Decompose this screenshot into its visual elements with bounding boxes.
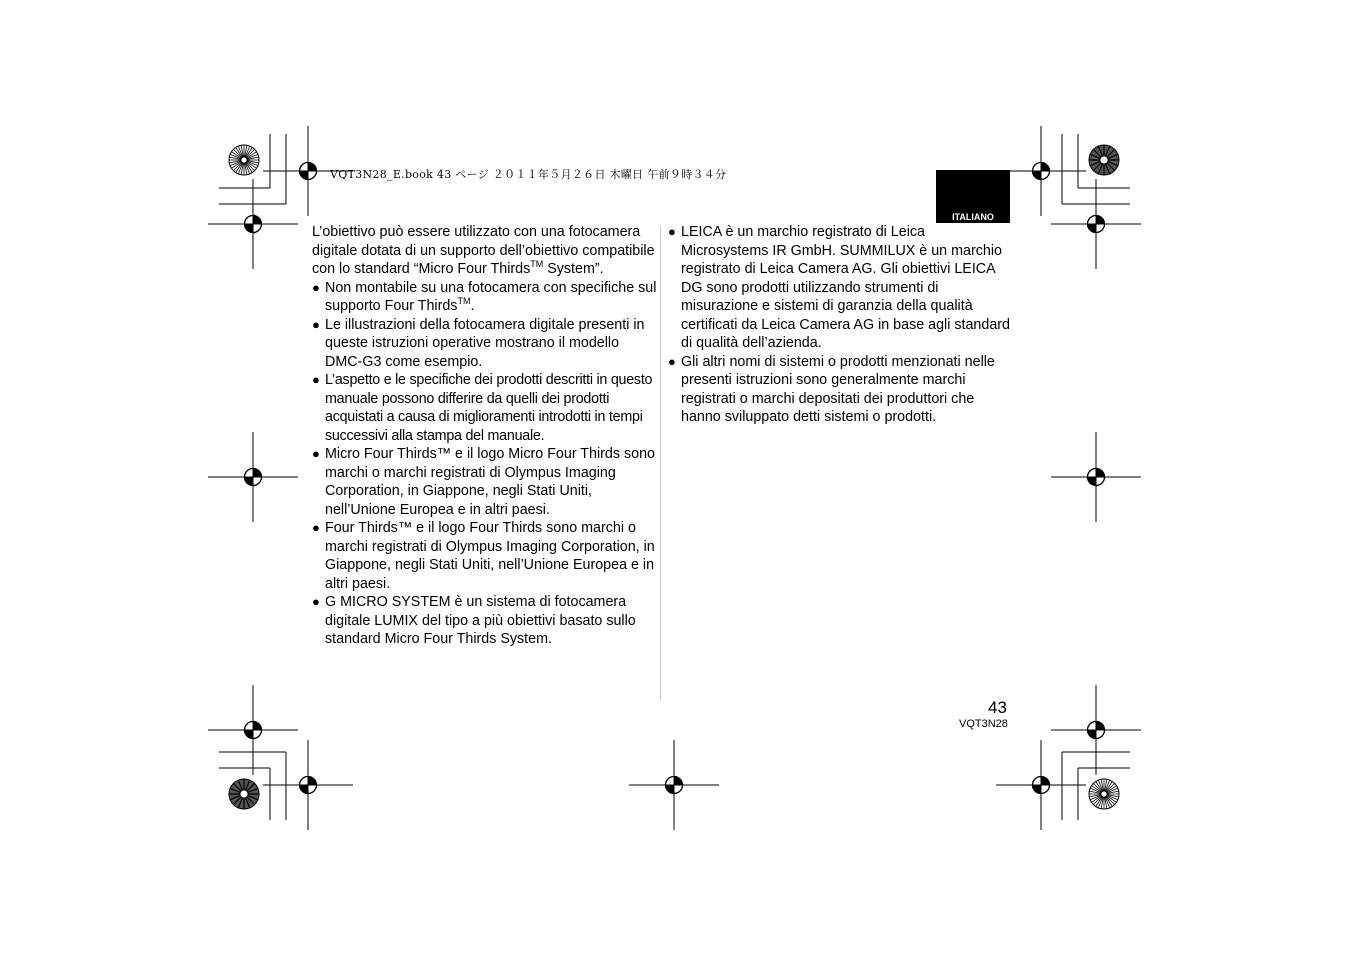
left-column: [312, 223, 657, 649]
list-item: [312, 445, 657, 519]
list-item-text: Non montabile su una fotocamera con specifiche sul supporto Four Thirds: [325, 279, 657, 314]
column-divider: [660, 226, 661, 700]
list-item-text: Micro Four Thirds™ e il logo Micro Four Thirds sono marchi o marchi registrati di Olympus Imaging Corporation, in Giappone, negli Stati Uniti, nell’Unione Europea e in altri paesi.: [325, 446, 655, 518]
intro-text-end: System”.: [543, 261, 604, 277]
list-item-text: L’aspetto e le specifiche dei prodotti descritti in questo manuale possono differire da quelli dei prodotti acquistati a causa di miglioramenti introdotti in tempi successivi alla stampa del manuale.: [325, 372, 653, 444]
trademark-sup: TM: [457, 296, 471, 306]
bullet-icon: ●: [312, 316, 320, 332]
list-item-text: G MICRO SYSTEM è un sistema di fotocamera digitale LUMIX del tipo a più obiettivi basato sullo standard Micro Four Thirds System.: [325, 594, 636, 647]
list-item: [312, 279, 657, 316]
bullet-icon: ●: [668, 224, 676, 239]
list-item: [312, 316, 657, 372]
bullet-icon: ●: [312, 594, 320, 609]
bullet-icon: ●: [312, 372, 320, 387]
list-item: [312, 371, 657, 445]
right-column: [668, 223, 1013, 427]
page-number: 43: [988, 698, 1007, 717]
list-item-text: Four Thirds™ e il logo Four Thirds sono marchi o marchi registrati di Olympus Imaging Corporation, in Giappone, negli Stati Uniti, nell’Unione Europea e in altri paesi.: [325, 520, 655, 592]
list-item-text-end: .: [470, 298, 475, 314]
language-tab: [936, 170, 1010, 223]
trademark-list: [668, 223, 1013, 427]
list-item-text: LEICA è un marchio registrato di Leica Microsystems IR GmbH. SUMMILUX è un marchio registrato di Leica Camera AG. Gli obiettivi LEICA DG sono prodotti utilizzando strumenti di misurazione e sistemi di garanzia della qualità certificati da Leica Camera AG in base agli standard di qualità dell’azienda.: [681, 224, 1011, 351]
bullet-icon: ●: [312, 446, 320, 461]
intro-paragraph: [312, 223, 657, 279]
list-item: [312, 519, 657, 593]
bullet-icon: ●: [312, 279, 320, 295]
notes-list: [312, 279, 657, 649]
list-item: [668, 223, 1013, 353]
bullet-icon: ●: [312, 520, 320, 535]
list-item: [668, 353, 1013, 427]
list-item-text: Gli altri nomi di sistemi o prodotti menzionati nelle presenti istruzioni sono generalmente marchi registrati o marchi depositati dei produttori che hanno sviluppato detti sistemi o prodotti.: [681, 353, 995, 425]
intro-text: L’obiettivo può essere utilizzato con una fotocamera digitale dotata di un supporto dell’obiettivo compatibile con lo standard “Micro Four Thirds: [312, 224, 655, 277]
list-item: [312, 593, 657, 649]
bullet-icon: ●: [668, 353, 676, 369]
trademark-sup: TM: [530, 259, 544, 269]
list-item-text: Le illustrazioni della fotocamera digitale presenti in queste istruzioni operative mostrano il modello DMC-G3 come esempio.: [325, 316, 645, 370]
print-header-line: VQT3N28_E.book 43 ページ ２０１１年５月２６日 木曜日 午前９時３４分: [330, 168, 727, 181]
document-code: VQT3N28: [959, 718, 1008, 730]
language-tab-label: ITALIANO: [952, 212, 994, 222]
